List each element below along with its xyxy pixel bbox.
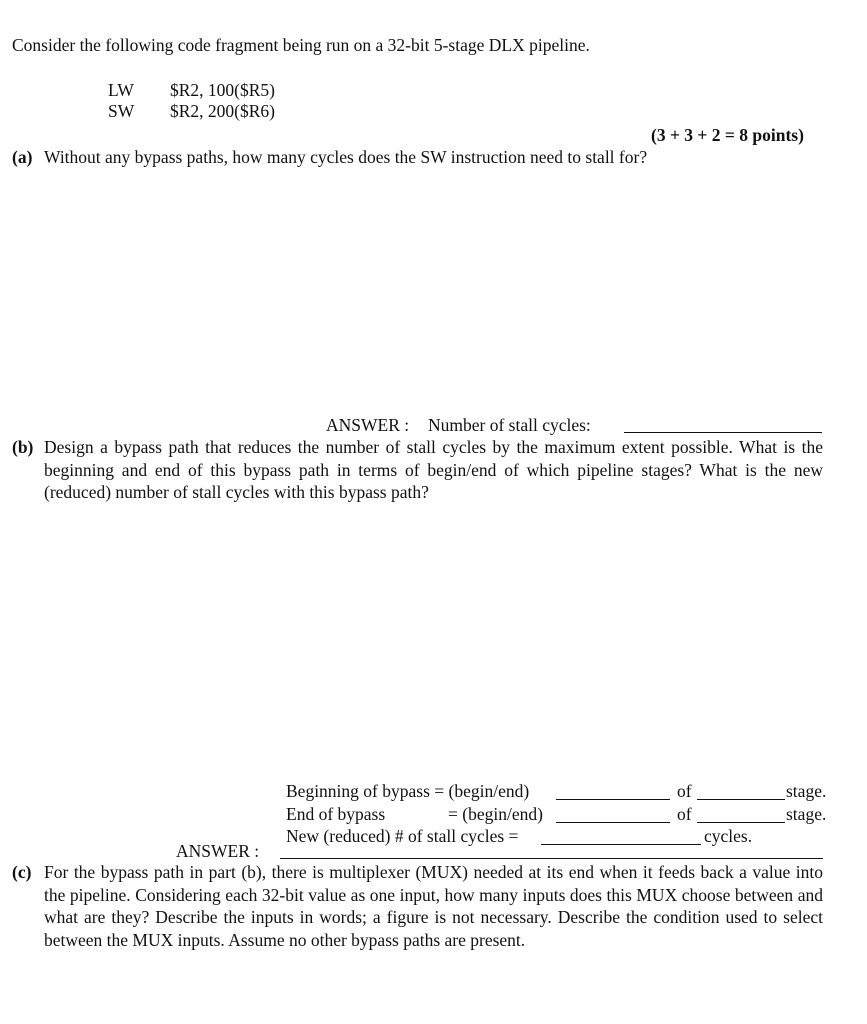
- part-b-question: Design a bypass path that reduces the number of stall cycles by the maximum extent possible. What is the beginning and end of this bypass path in terms of begin/end of which pipeline stages? What is the new (reduced) number of stall cycles with this bypass path?: [44, 437, 823, 502]
- part-b-answer-label: ANSWER :: [176, 841, 260, 861]
- points-total: (3 + 3 + 2 = 8 points): [651, 125, 804, 145]
- part-a-answer-label: ANSWER :: [326, 415, 410, 435]
- part-a-question: Without any bypass paths, how many cycles does the SW instruction need to stall for?: [44, 147, 648, 167]
- code-args-2: $R2, 200($R6): [170, 101, 275, 121]
- part-c-question: For the bypass path in part (b), there is multiplexer (MUX) needed at its end when it feeds back a value into the pipeline. Considering each 32-bit value as one input, how many inputs does this MUX choose between and what are they? Describe the inputs in words; a figure is not necessary. Describe the condition used to select between the MUX inputs. Assume no other bypass paths are present.: [44, 862, 823, 950]
- beginning-of-bypass-label: Beginning of bypass = (begin/end): [286, 781, 530, 801]
- cycles-text: cycles.: [704, 826, 753, 846]
- end-stage-text: stage.: [786, 804, 827, 824]
- stall-cycles-blank[interactable]: [624, 432, 822, 433]
- end-of-text: of: [677, 804, 692, 824]
- end-begin-end-label: = (begin/end): [448, 804, 543, 824]
- code-op-1: LW: [108, 80, 134, 100]
- part-b-label: (b): [12, 437, 34, 457]
- part-c-label: (c): [12, 862, 32, 882]
- beginning-stage-blank[interactable]: [697, 799, 785, 800]
- part-a-label: (a): [12, 147, 33, 167]
- beginning-of-text: of: [677, 781, 692, 801]
- intro-text: Consider the following code fragment being run on a 32-bit 5-stage DLX pipeline.: [12, 35, 590, 55]
- code-op-2: SW: [108, 101, 135, 121]
- part-a-answer-prompt: Number of stall cycles:: [428, 415, 591, 435]
- beginning-stage-text: stage.: [786, 781, 827, 801]
- code-args-1: $R2, 100($R5): [170, 80, 275, 100]
- end-stage-blank[interactable]: [697, 822, 785, 823]
- new-stall-cycles-label: New (reduced) # of stall cycles =: [286, 826, 519, 846]
- end-of-bypass-label: End of bypass: [286, 804, 386, 824]
- end-begin-end-blank[interactable]: [556, 822, 670, 823]
- beginning-begin-end-blank[interactable]: [556, 799, 670, 800]
- part-b-answer-rule: [280, 858, 823, 859]
- new-stall-cycles-blank[interactable]: [541, 844, 701, 845]
